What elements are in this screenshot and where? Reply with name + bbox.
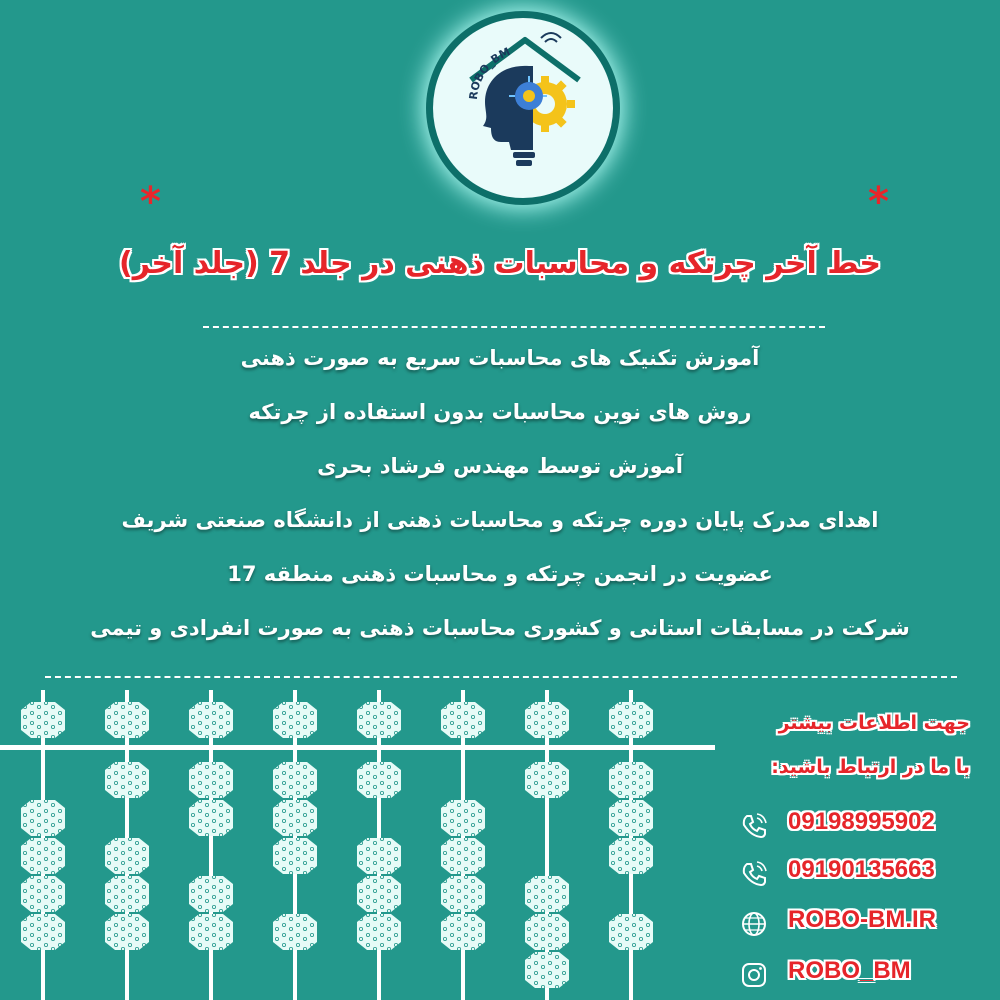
feature-item: روش های نوین محاسبات بدون استفاده از چرتکه bbox=[248, 400, 752, 424]
website-link[interactable]: ROBO-BM.IR bbox=[788, 906, 936, 933]
divider-top bbox=[203, 326, 825, 328]
star-decor-left: * bbox=[140, 179, 161, 225]
phone-row-1[interactable] bbox=[740, 806, 980, 846]
headline: خط آخر چرتکه و محاسبات ذهنی در جلد 7 (جلد آخر) bbox=[119, 246, 881, 281]
star-decor-right: * bbox=[868, 179, 889, 225]
contact-headings bbox=[720, 712, 970, 800]
phone-number-2[interactable]: 09190135663 bbox=[788, 856, 935, 883]
phone-row-2[interactable] bbox=[740, 854, 980, 894]
robot-head-gear-icon bbox=[433, 18, 613, 198]
feature-item: آموزش تکنیک های محاسبات سریع به صورت ذهنی bbox=[240, 346, 760, 370]
feature-list bbox=[60, 346, 940, 670]
contact-heading-2: با ما در ارتباط باشید: bbox=[771, 756, 970, 778]
instagram-row[interactable] bbox=[740, 955, 980, 995]
phone-icon bbox=[740, 860, 768, 888]
phone-number-1[interactable]: 09198995902 bbox=[788, 808, 935, 835]
divider-bottom bbox=[45, 676, 957, 678]
instagram-icon bbox=[740, 961, 768, 989]
feature-item: آموزش توسط مهندس فرشاد بحری bbox=[317, 454, 683, 478]
website-row[interactable] bbox=[740, 904, 980, 944]
feature-item: عضویت در انجمن چرتکه و محاسبات ذهنی منطقه 17 bbox=[227, 562, 773, 586]
phone-icon bbox=[740, 812, 768, 840]
contact-heading-1: جهت اطلاعات بیشتر bbox=[778, 712, 970, 734]
instagram-handle[interactable]: ROBO_BM bbox=[788, 957, 911, 984]
logo-text: ROBO_BM bbox=[466, 45, 513, 101]
logo bbox=[433, 18, 613, 198]
feature-item: شرکت در مسابقات استانی و کشوری محاسبات ذهنی به صورت انفرادی و تیمی bbox=[90, 616, 910, 640]
globe-icon bbox=[740, 910, 768, 938]
feature-item: اهدای مدرک پایان دوره چرتکه و محاسبات ذهنی از دانشگاه صنعتی شریف bbox=[121, 508, 879, 532]
abacus-illustration bbox=[0, 690, 720, 1000]
